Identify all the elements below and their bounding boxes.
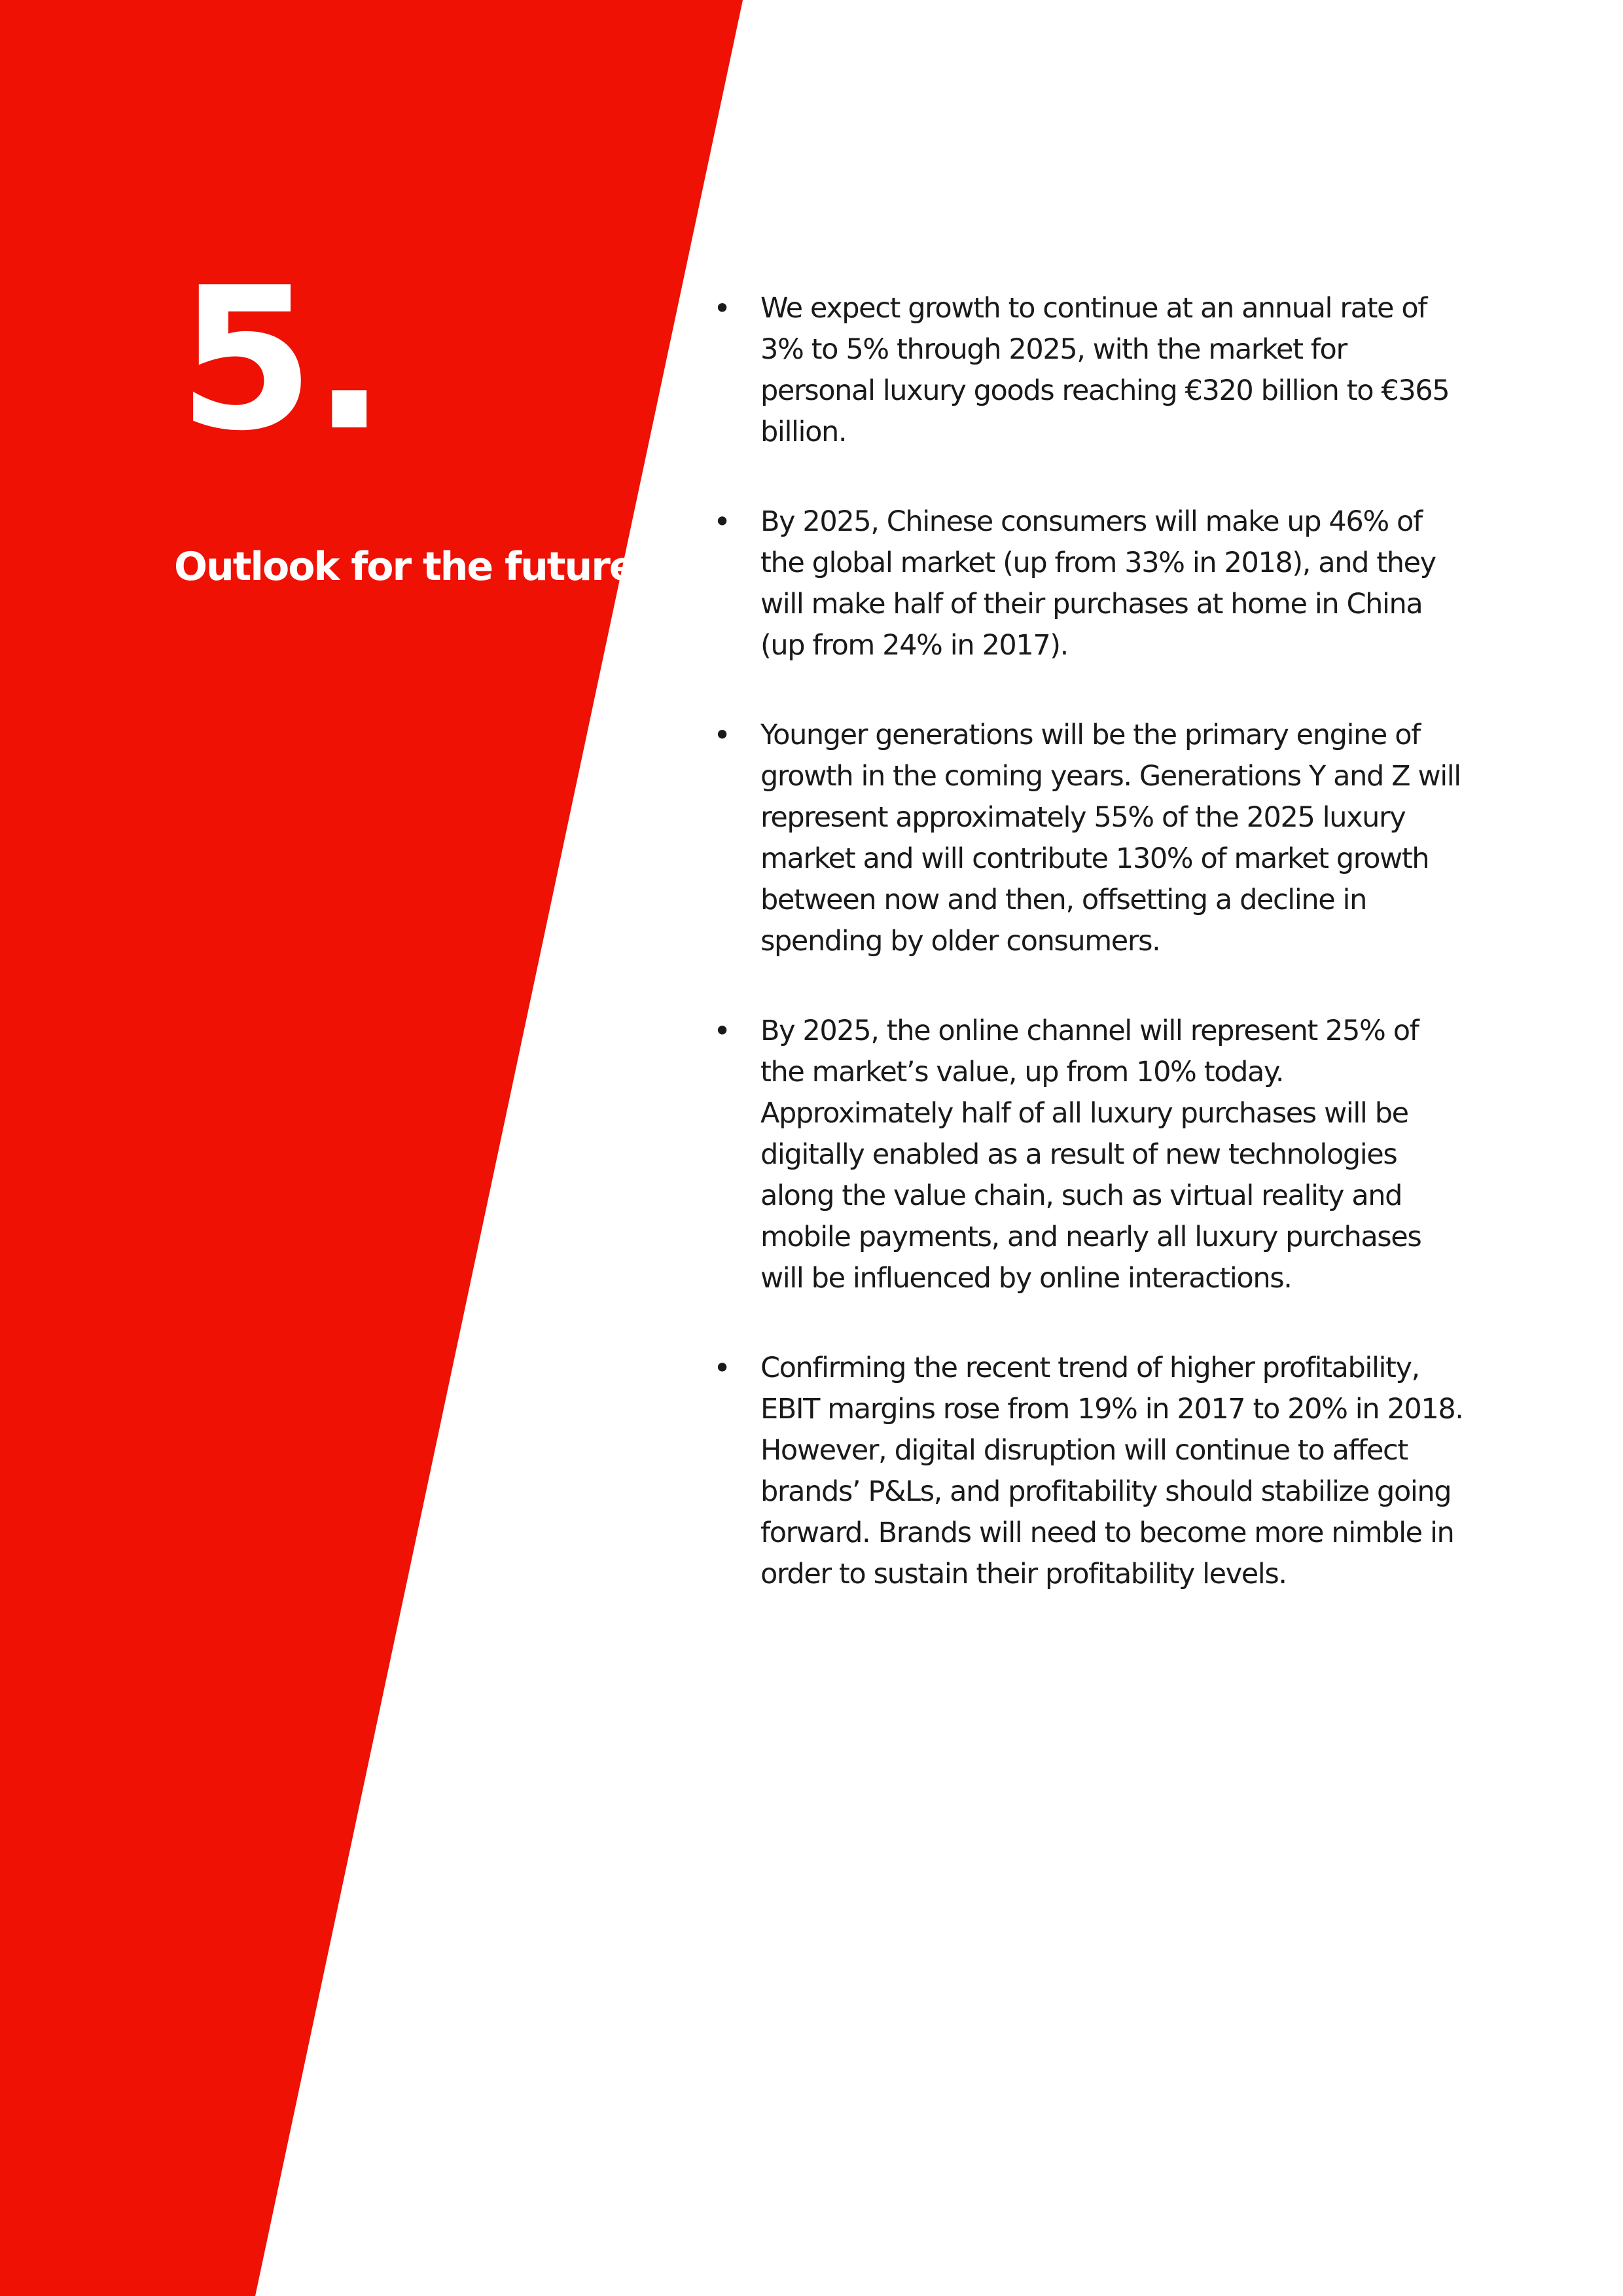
list-item — [713, 288, 1466, 453]
bullet-icon: • — [713, 1013, 732, 1049]
list-item — [713, 715, 1466, 962]
bullet-text: By 2025, the online channel will represent 25% of the market’s value, up from 10% today. Approximately half of all luxury purchases will be digitally enabled as a result of new technologies along the value chain, such as virtual reality and mobile payments, and nearly all luxury purchases will be influenced by online interactions. — [760, 1014, 1421, 1295]
list-item — [713, 1011, 1466, 1299]
bullet-icon: • — [713, 291, 732, 326]
bullet-icon: • — [713, 1350, 732, 1386]
bullet-icon: • — [713, 717, 732, 753]
outlook-bullet-list — [713, 288, 1466, 1643]
section-title: Outlook for the future — [174, 544, 635, 590]
bullet-text: Confirming the recent trend of higher profitability, EBIT margins rose from 19% in 2017 to 20% in 2018. However, digital disruption will continue to affect brands’ P&Ls, and profitability should stabilize going forward. Brands will need to become more nimble in order to sustain their profitability levels. — [760, 1352, 1463, 1590]
bullet-icon: • — [713, 504, 732, 539]
list-item — [713, 1348, 1466, 1595]
section-number: 5. — [178, 245, 384, 474]
bullet-text: Younger generations will be the primary engine of growth in the coming years. Generations Y and Z will represent approximately 55% of the 2025 luxury market and will contribute 130% of market growth between now and then, offsetting a decline in spending by older consumers. — [760, 719, 1461, 958]
bullet-text: We expect growth to continue at an annual rate of 3% to 5% through 2025, with the market for personal luxury goods reaching €320 billion to €365 billion. — [760, 292, 1450, 448]
list-item — [713, 501, 1466, 666]
bullet-text: By 2025, Chinese consumers will make up 46% of the global market (up from 33% in 2018), and they will make half of their purchases at home in China (up from 24% in 2017). — [760, 505, 1436, 662]
